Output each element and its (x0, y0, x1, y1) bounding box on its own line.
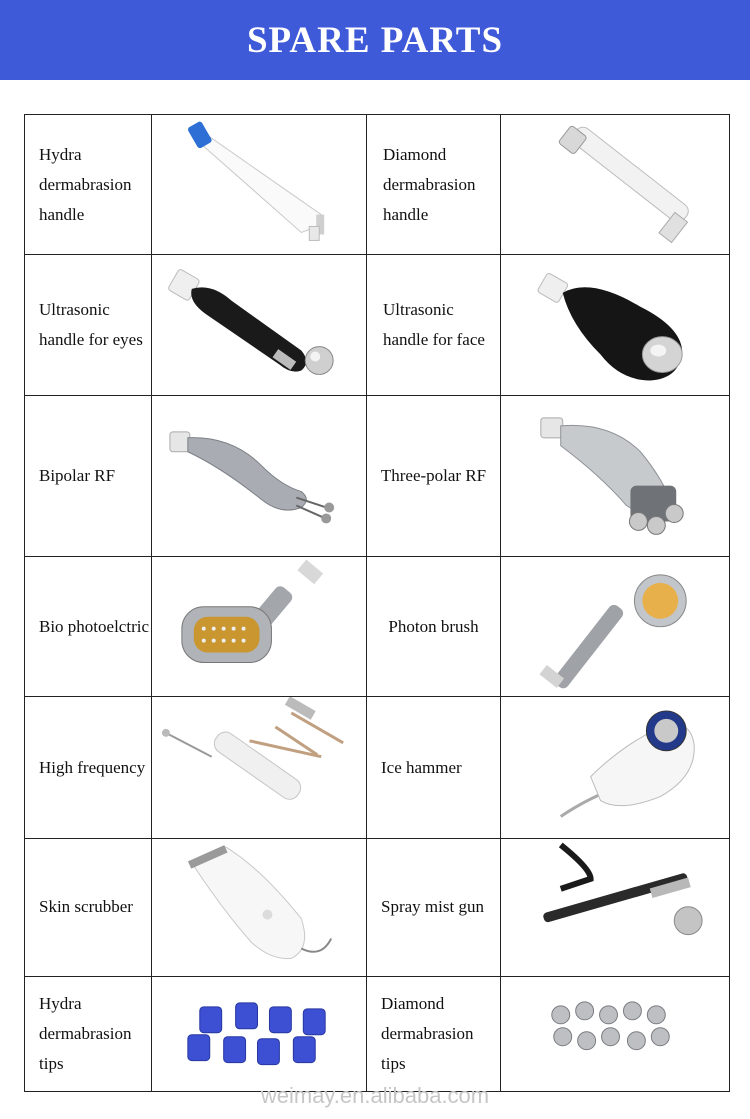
table-row (25, 838, 730, 976)
table-row (25, 697, 730, 838)
table-row (25, 255, 730, 395)
hydra-tips-icon (152, 977, 367, 1092)
bio-photoelectric-icon (152, 557, 367, 697)
part-label-diamond-tips: Diamond dermabrasion tips (367, 977, 501, 1092)
watermark: weimay.en.alibaba.com (260, 1083, 490, 1108)
part-label-hydra-handle: Hydra dermabrasion handle (25, 115, 152, 255)
table-row (25, 115, 730, 255)
part-label-skin-scrubber: Skin scrubber (25, 838, 152, 976)
spray-gun-icon (501, 838, 730, 976)
part-label-photon-brush: Photon brush (367, 557, 501, 697)
part-label-ultrasonic-face: Ultrasonic handle for face (367, 255, 501, 395)
title-banner (0, 0, 750, 80)
part-label-ultrasonic-eyes: Ultrasonic handle for eyes (25, 255, 152, 395)
ultrasonic-eye-handle-icon (152, 255, 367, 395)
ice-hammer-icon (501, 697, 730, 838)
photon-brush-icon (501, 557, 730, 697)
part-label-three-polar-rf: Three-polar RF (367, 395, 501, 556)
part-label-hydra-tips: Hydra dermabrasion tips (25, 977, 152, 1092)
bipolar-rf-icon (152, 395, 367, 556)
page-title: SPARE PARTS (246, 19, 504, 61)
part-label-bio-photoelectric: Bio photoelctric (25, 557, 152, 697)
diamond-handle-icon (501, 115, 730, 255)
hydra-handle-icon (152, 115, 367, 255)
table-row (25, 395, 730, 556)
table-row (25, 557, 730, 697)
three-polar-rf-icon (501, 395, 730, 556)
high-frequency-wand-icon (152, 697, 367, 838)
part-label-diamond-handle: Diamond dermabrasion handle (367, 115, 501, 255)
part-label-high-frequency: High frequency (25, 697, 152, 838)
part-label-bipolar-rf: Bipolar RF (25, 395, 152, 556)
ultrasonic-face-handle-icon (501, 255, 730, 395)
part-label-ice-hammer: Ice hammer (367, 697, 501, 838)
part-label-spray-mist-gun: Spray mist gun (367, 838, 501, 976)
diamond-tips-icon (501, 977, 730, 1092)
table-row (25, 977, 730, 1092)
spare-parts-table (24, 114, 730, 1092)
skin-scrubber-icon (152, 838, 367, 976)
